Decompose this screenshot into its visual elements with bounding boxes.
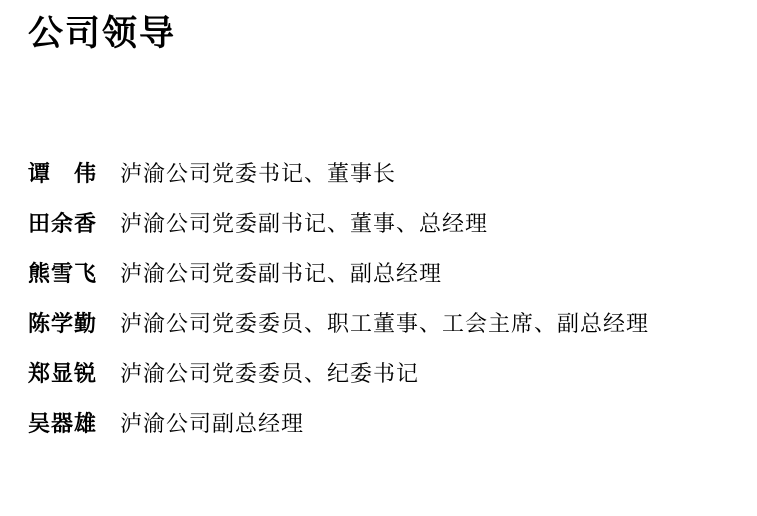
leader-name: 吴器雄: [28, 411, 98, 436]
leader-name: 熊雪飞: [28, 261, 98, 286]
leader-row: [28, 163, 737, 185]
leader-title: 泸渝公司党委委员、纪委书记: [120, 361, 420, 386]
leader-title: 泸渝公司副总经理: [120, 411, 305, 436]
leader-row: [28, 263, 737, 285]
leader-row: [28, 313, 737, 335]
leader-name: 谭 伟: [28, 161, 98, 186]
leader-name: 陈学勤: [28, 311, 98, 336]
leader-title: 泸渝公司党委副书记、副总经理: [120, 261, 443, 286]
leader-row: [28, 413, 737, 435]
leader-title: 泸渝公司党委书记、董事长: [120, 161, 397, 186]
leader-title: 泸渝公司党委副书记、董事、总经理: [120, 211, 489, 236]
leader-row: [28, 213, 737, 235]
leader-row: [28, 363, 737, 385]
leader-name: 田余香: [28, 211, 98, 236]
leader-list: [28, 163, 737, 435]
leader-title: 泸渝公司党委委员、职工董事、工会主席、副总经理: [120, 311, 650, 336]
page-title: 公司领导: [28, 14, 177, 53]
leader-name: 郑显锐: [28, 361, 98, 386]
